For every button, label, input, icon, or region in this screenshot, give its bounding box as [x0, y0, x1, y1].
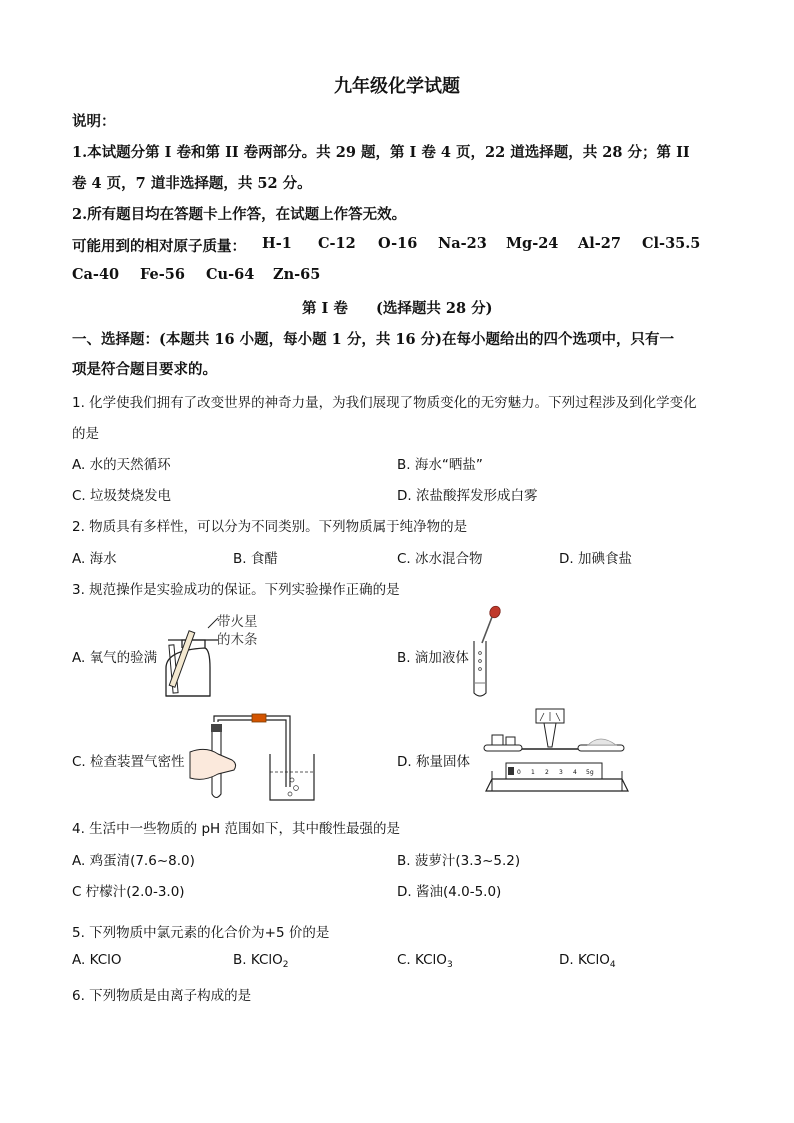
formula-subscript: 3: [446, 960, 453, 970]
section-subtitle: (选择题共 28 分): [376, 300, 493, 317]
question-2-option-b: B. 食醋: [233, 551, 278, 567]
question-4-option-b: B. 菠萝汁(3.3~5.2): [397, 853, 521, 869]
part-heading-line1: 一、选择题：(本题共 16 小题，每小题 1 分，共 16 分)在每小题给出的四个选项中，只有一: [72, 331, 674, 348]
instructions-line1: 1.本试题分第 I 卷和第 II 卷两部分。共 29 题，第 I 卷 4 页，22 道选择题，共 28 分；第 II: [72, 144, 690, 161]
question-2-option-c: C. 冰水混合物: [397, 551, 483, 567]
page-title: 九年级化学试题: [334, 76, 460, 97]
part-heading-line2: 项是符合题目要求的。: [72, 361, 217, 378]
question-1-option-d: D. 浓盐酸挥发形成白雾: [397, 488, 538, 504]
question-5-stem: 5. 下列物质中氯元素的化合价为+5 价的是: [72, 925, 330, 941]
section-title: 第 I 卷: [302, 300, 348, 317]
scale-tick: 1: [531, 769, 535, 776]
atomic-mass-item: H-1: [262, 235, 292, 252]
atomic-mass-item: Ca-40: [72, 266, 120, 283]
balance-scale-figure: [478, 707, 636, 807]
question-1-option-c: C. 垃圾焚烧发电: [72, 488, 172, 504]
question-5-option-d: [559, 952, 616, 970]
atomic-mass-item: Zn-65: [273, 266, 321, 283]
scale-tick: 5g: [586, 769, 594, 776]
atomic-mass-item: Fe-56: [140, 266, 185, 283]
question-3-option-c: C. 检查装置气密性: [72, 754, 185, 770]
formula-subscript: 2: [282, 960, 289, 970]
scale-tick: 3: [559, 769, 563, 776]
dropper-figure: [470, 603, 510, 703]
question-5-option-c: [397, 952, 453, 970]
instructions-line3: 2.所有题目均在答题卡上作答，在试题上作答无效。: [72, 206, 407, 223]
atomic-mass-label: 可能用到的相对原子质量：: [72, 238, 246, 255]
atomic-mass-item: C-12: [318, 235, 356, 252]
question-5-option-a: [72, 952, 122, 970]
formula-text: B. KClO: [233, 952, 283, 968]
formula-text: C. KClO: [397, 952, 447, 968]
question-3-option-a: A. 氧气的验满: [72, 650, 158, 666]
formula-text: A. KClO: [72, 952, 122, 968]
question-3-option-d: D. 称量固体: [397, 754, 470, 770]
question-3-option-b: B. 滴加液体: [397, 650, 469, 666]
question-2-stem: 2. 物质具有多样性，可以分为不同类别。下列物质属于纯净物的是: [72, 519, 468, 535]
splint-label-line2: 的木条: [217, 632, 258, 648]
formula-subscript: 4: [609, 960, 616, 970]
splint-label-line1: 带火星: [217, 614, 258, 630]
question-2-option-a: A. 海水: [72, 551, 117, 567]
question-4-option-d: D. 酱油(4.0-5.0): [397, 884, 502, 900]
question-4-stem: 4. 生活中一些物质的 pH 范围如下，其中酸性最强的是: [72, 821, 400, 837]
scale-tick: 0: [517, 769, 521, 776]
scale-tick: 2: [545, 769, 549, 776]
atomic-mass-item: O-16: [378, 235, 418, 252]
atomic-mass-item: Cl-35.5: [642, 235, 701, 252]
question-1-option-b: B. 海水“晒盐”: [397, 457, 483, 473]
atomic-mass-item: Cu-64: [206, 266, 255, 283]
question-1-stem-cont: 的是: [72, 426, 99, 442]
question-6-stem: 6. 下列物质是由离子构成的是: [72, 988, 252, 1004]
question-4-option-a: A. 鸡蛋清(7.6~8.0): [72, 853, 195, 869]
question-1-option-a: A. 水的天然循环: [72, 457, 171, 473]
question-3-stem: 3. 规范操作是实验成功的保证。下列实验操作正确的是: [72, 582, 400, 598]
instructions-line2: 卷 4 页，7 道非选择题，共 52 分。: [72, 175, 312, 192]
question-2-option-d: D. 加碘食盐: [559, 551, 632, 567]
question-5-option-b: [233, 952, 289, 970]
formula-text: D. KClO: [559, 952, 610, 968]
airtightness-figure: [188, 712, 333, 807]
atomic-mass-item: Al-27: [578, 235, 621, 252]
scale-tick: 4: [573, 769, 577, 776]
instructions-heading: 说明：: [72, 113, 116, 130]
question-1-stem: 1. 化学使我们拥有了改变世界的神奇力量，为我们展现了物质变化的无穷魅力。下列过程涉及到化学变化: [72, 395, 697, 411]
atomic-mass-item: Mg-24: [506, 235, 559, 252]
atomic-mass-item: Na-23: [438, 235, 487, 252]
question-4-option-c: C 柠檬汁(2.0-3.0): [72, 884, 185, 900]
